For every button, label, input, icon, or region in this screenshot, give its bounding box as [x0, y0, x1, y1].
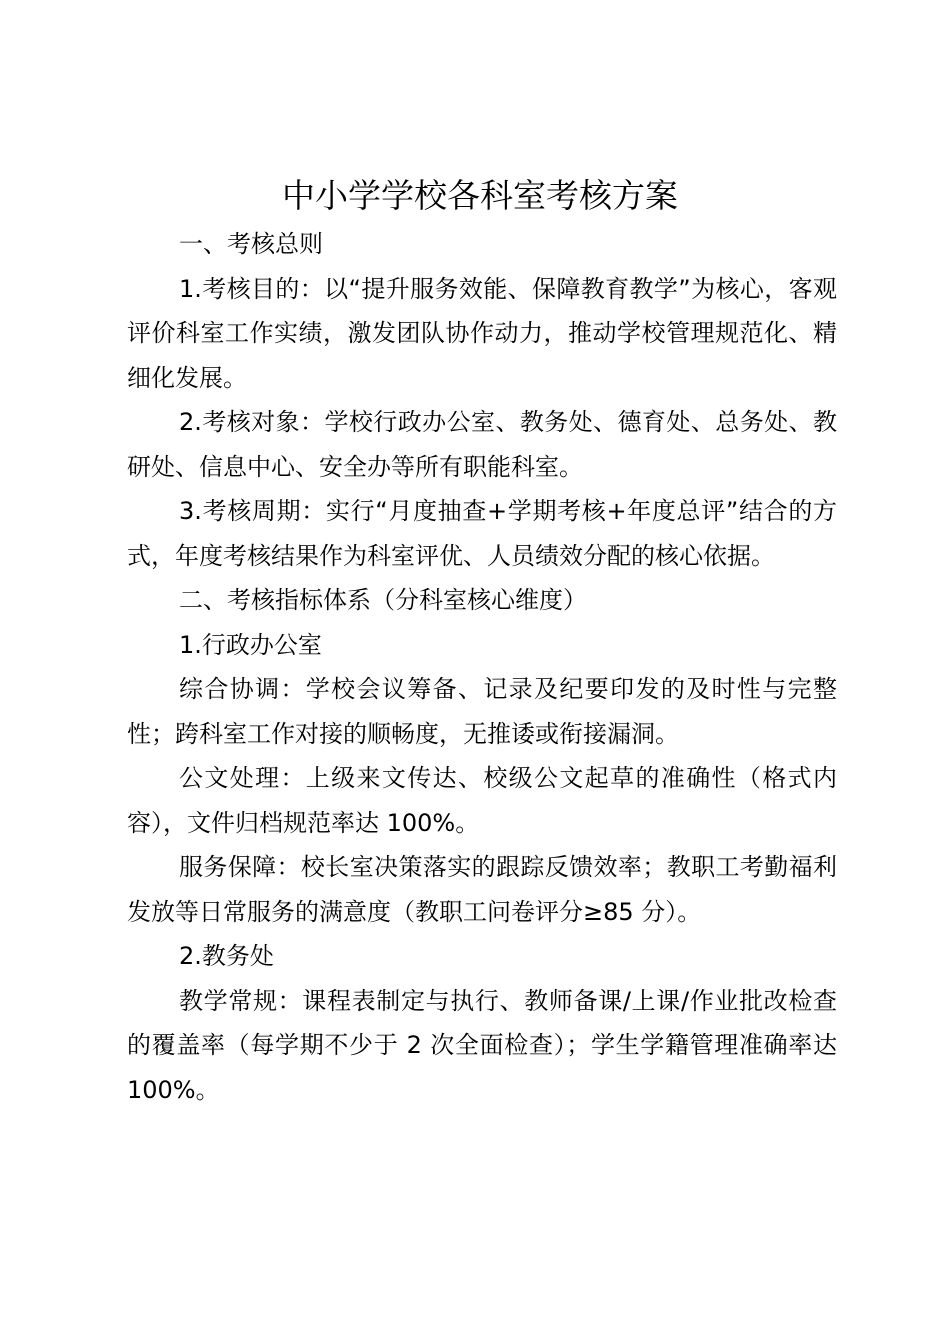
subheading-academic-affairs: 2.教务处	[179, 942, 274, 970]
subheading-admin-office: 1.行政办公室	[179, 630, 322, 659]
document-title: 中小学学校各科室考核方案	[282, 176, 678, 215]
paragraph-documents: 公文处理：上级来文传达、校级公文起草的准确性（格式内容），文件归档规范率达 100%。	[127, 764, 837, 837]
section-heading-general: 一、考核总则	[179, 230, 323, 258]
paragraph-teaching-routine: 教学常规：课程表制定与执行、教师备课/上课/作业批改检查的覆盖率（每学期不少于 2 次全面检查）；学生学籍管理准确率达 100%。	[127, 986, 837, 1104]
document-body	[127, 222, 837, 1112]
paragraph-service: 服务保障：校长室决策落实的跟踪反馈效率；教职工考勤福利发放等日常服务的满意度（教职工问卷评分≥85 分）。	[127, 853, 837, 926]
section-heading-indicators: 二、考核指标体系（分科室核心维度）	[179, 586, 587, 614]
paragraph-purpose: 1.考核目的：以“提升服务效能、保障教育教学”为核心，客观评价科室工作实绩，激发团队协作动力，推动学校管理规范化、精细化发展。	[127, 274, 837, 392]
paragraph-cycle: 3.考核周期：实行“月度抽查+学期考核+年度总评”结合的方式，年度考核结果作为科室评优、人员绩效分配的核心依据。	[127, 497, 837, 570]
paragraph-targets: 2.考核对象：学校行政办公室、教务处、德育处、总务处、教研处、信息中心、安全办等所有职能科室。	[127, 408, 837, 481]
paragraph-coordination: 综合协调：学校会议筹备、记录及纪要印发的及时性与完整性；跨科室工作对接的顺畅度，无推诿或衔接漏洞。	[127, 675, 837, 748]
